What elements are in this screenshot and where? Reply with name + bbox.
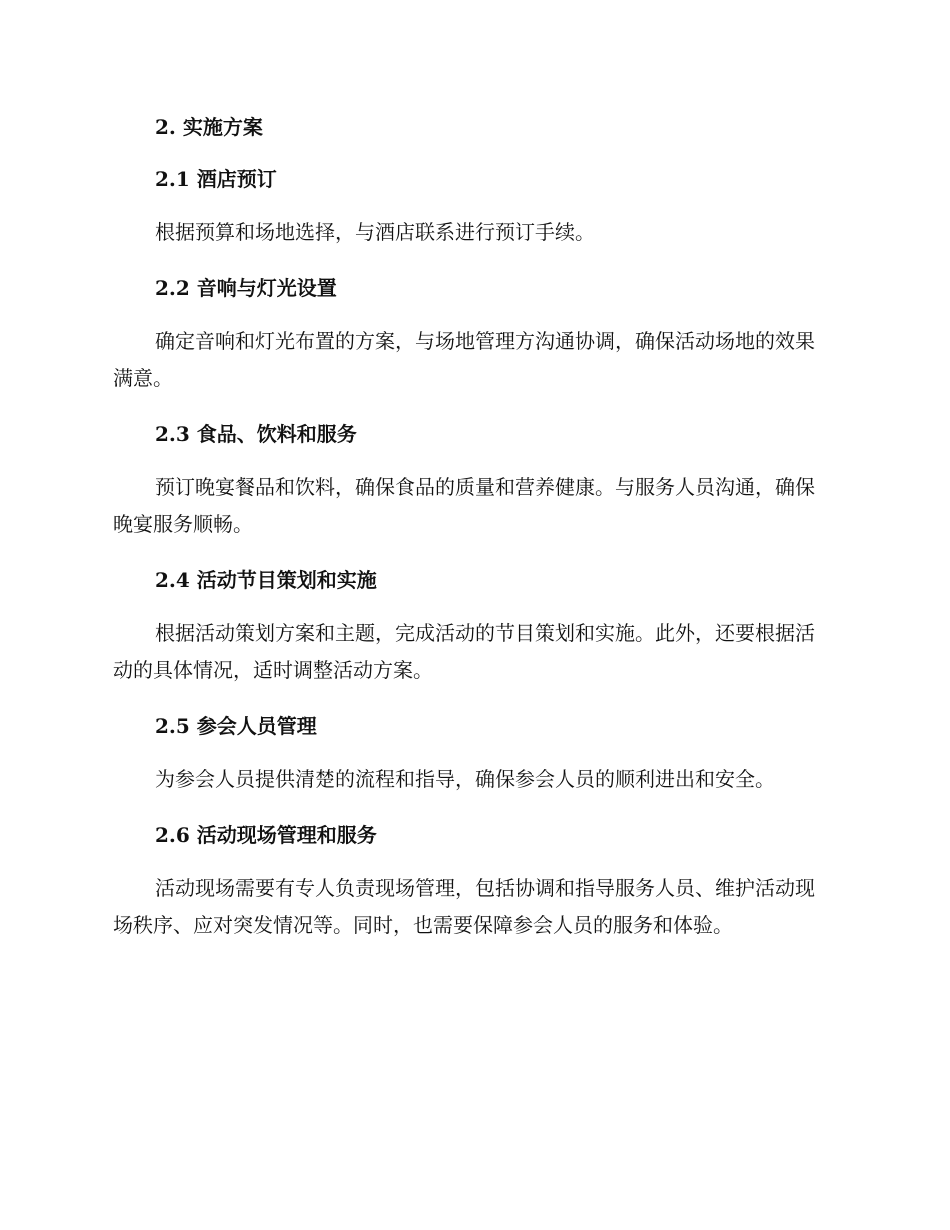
subsection-heading-2-3: 2.3 食品、饮料和服务 xyxy=(155,422,357,446)
document-content xyxy=(113,110,833,964)
subsection-body-2-4: 根据活动策划方案和主题，完成活动的节目策划和实施。此外，还要根据活动的具体情况，适时调整活动方案。 xyxy=(113,621,815,682)
subsection-heading-2-6: 2.6 活动现场管理和服务 xyxy=(155,823,377,847)
subsection-heading-2-1: 2.1 酒店预订 xyxy=(155,167,277,191)
subsection-body-2-6: 活动现场需要有专人负责现场管理，包括协调和指导服务人员、维护活动现场秩序、应对突发情况等。同时，也需要保障参会人员的服务和体验。 xyxy=(113,876,815,937)
subsection-heading-2-2: 2.2 音响与灯光设置 xyxy=(155,276,337,300)
subsection-body-2-2: 确定音响和灯光布置的方案，与场地管理方沟通协调，确保活动场地的效果满意。 xyxy=(113,329,815,390)
subsection-body-2-3: 预订晚宴餐品和饮料，确保食品的质量和营养健康。与服务人员沟通，确保晚宴服务顺畅。 xyxy=(113,475,815,536)
subsection-body-2-5: 为参会人员提供清楚的流程和指导，确保参会人员的顺利进出和安全。 xyxy=(155,767,775,791)
subsection-body-2-1: 根据预算和场地选择，与酒店联系进行预订手续。 xyxy=(155,220,595,244)
section-title: 2. 实施方案 xyxy=(155,115,263,139)
subsection-heading-2-5: 2.5 参会人员管理 xyxy=(155,714,317,738)
subsection-heading-2-4: 2.4 活动节目策划和实施 xyxy=(155,568,377,592)
